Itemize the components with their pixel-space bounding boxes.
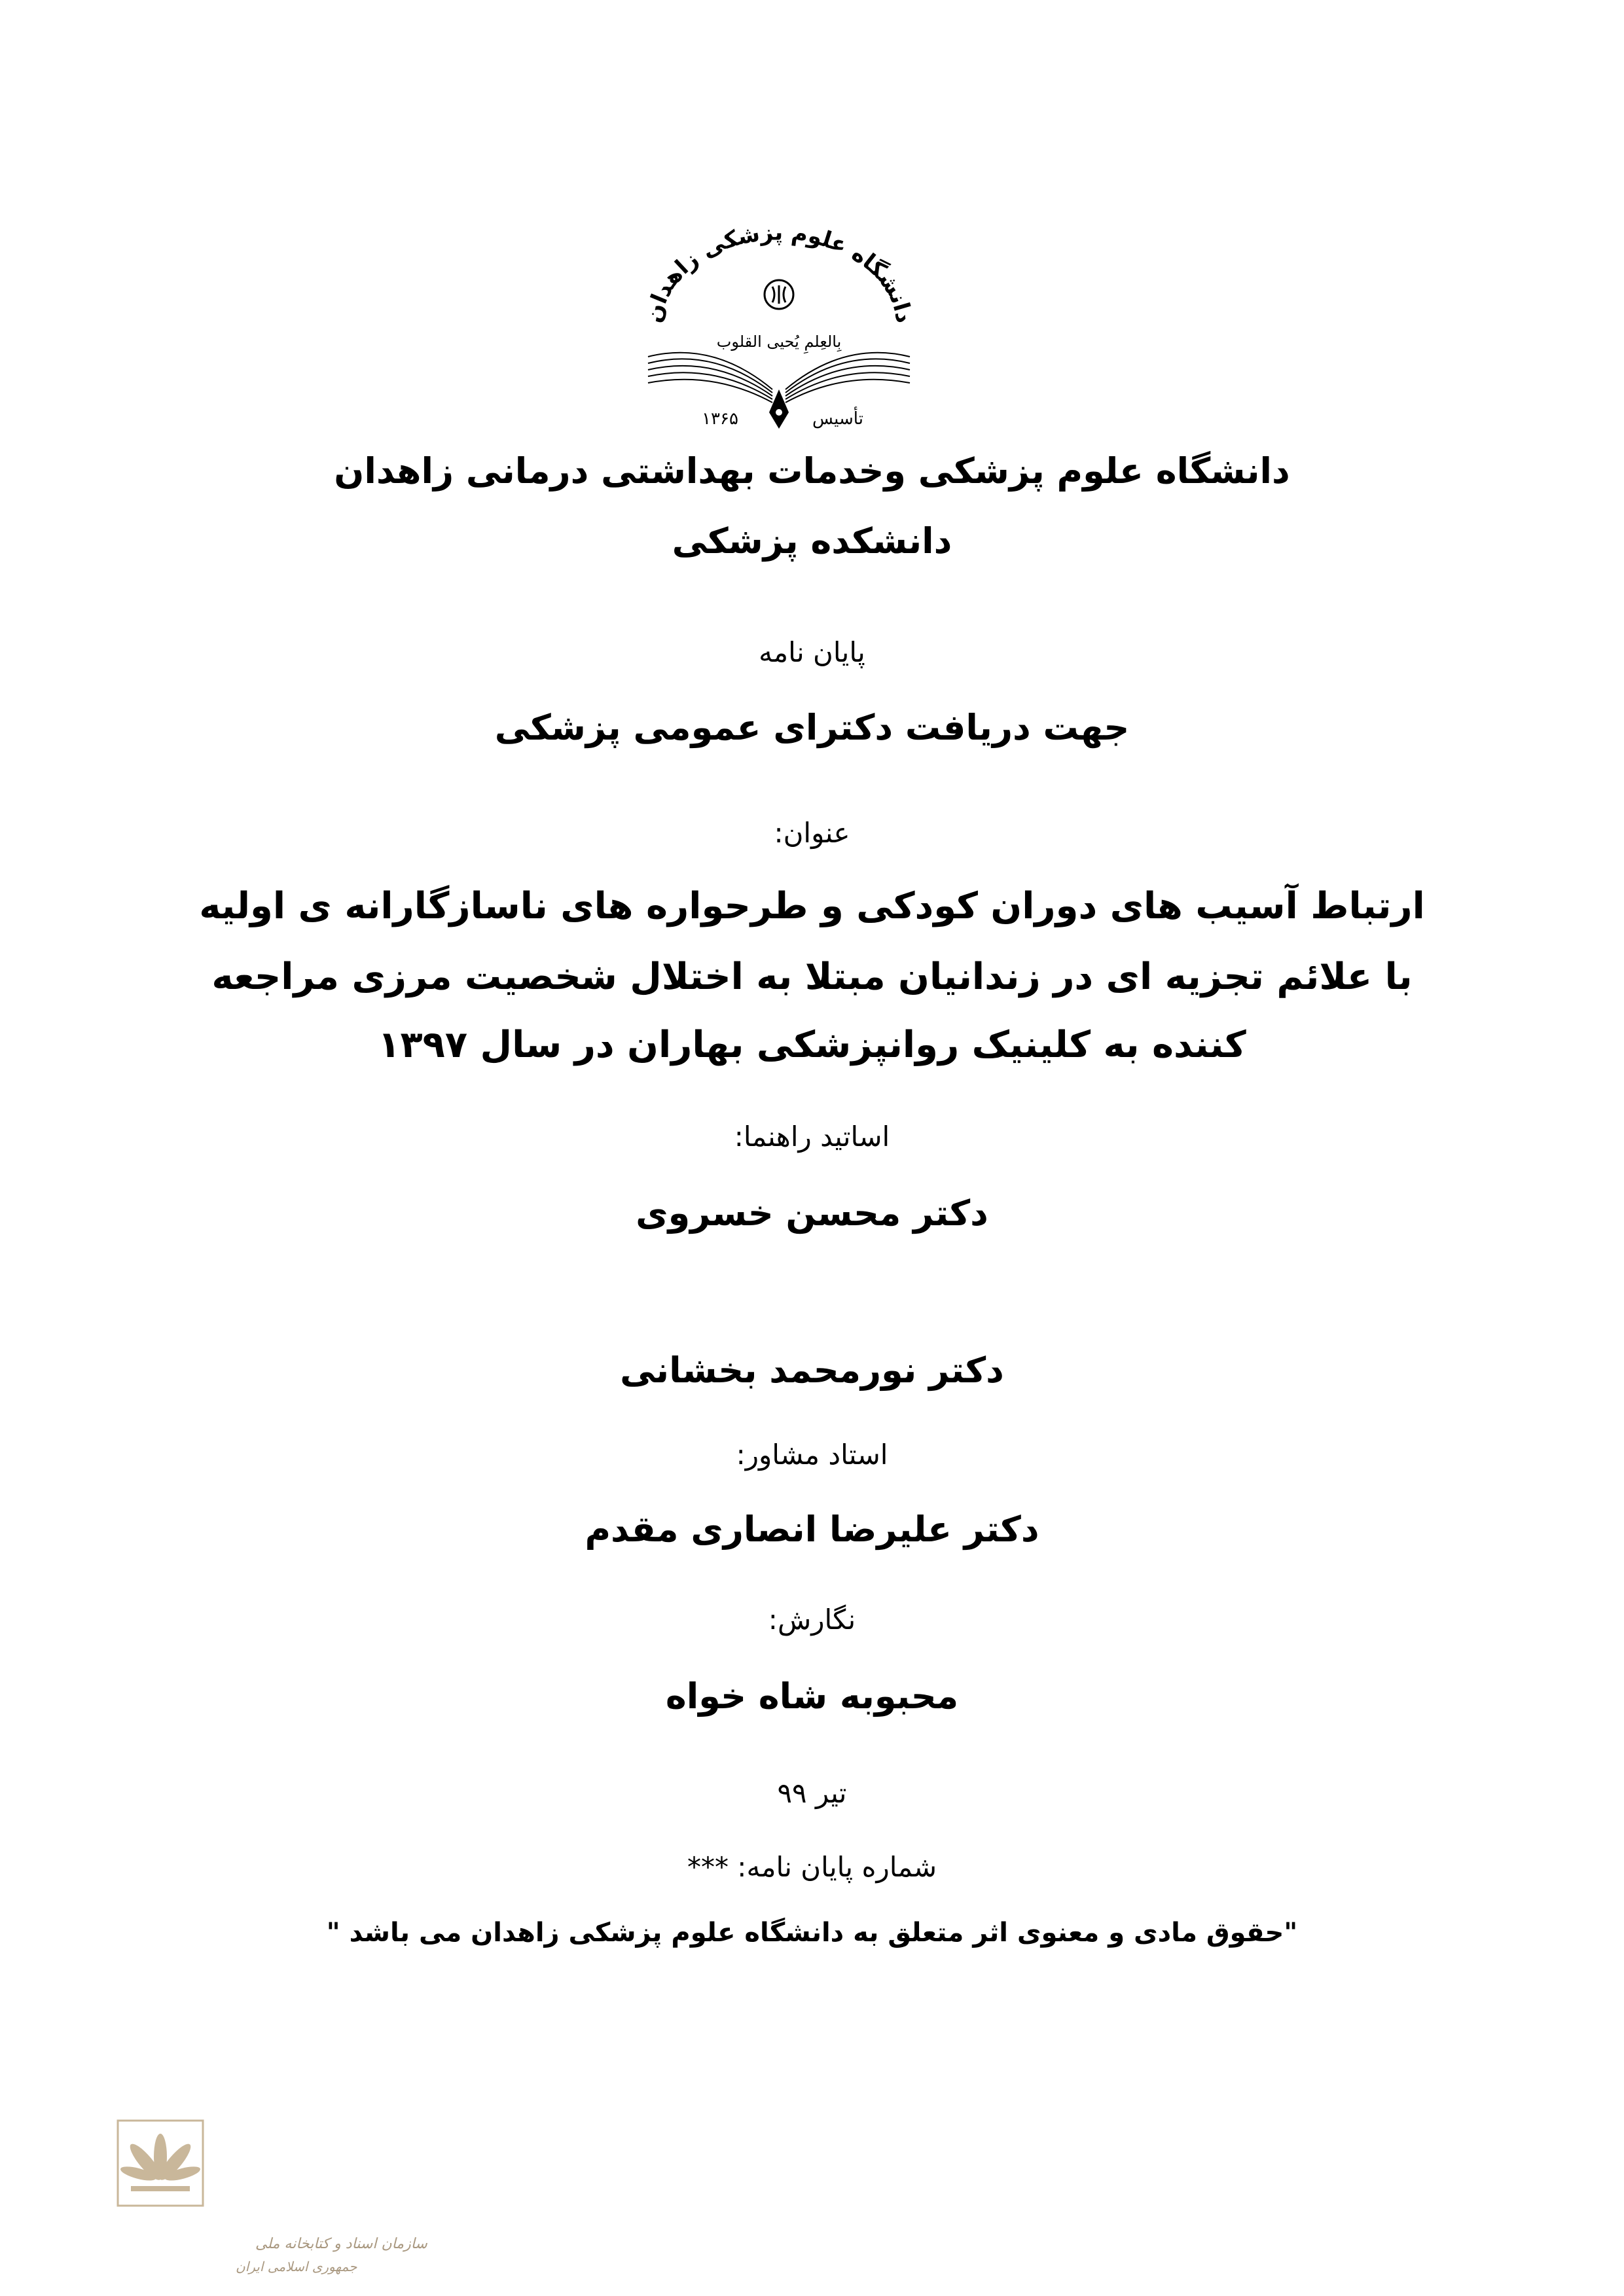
- supervisor-name-1: دکتر محسن خسروی: [636, 1193, 988, 1234]
- logo-arc-text: دانشگاه علوم پزشکی زاهدان: [640, 219, 917, 325]
- title-label: عنوان:: [774, 817, 850, 849]
- degree-text: جهت دریافت دکترای عمومی پزشکی: [494, 707, 1130, 748]
- thesis-type-label: پایان نامه: [759, 636, 865, 668]
- thesis-title-line-3: کننده به کلینیک روانپزشکی بهاران در سال ۱۳۹۷: [378, 1024, 1246, 1066]
- thesis-number: شماره پایان نامه: ***: [687, 1851, 937, 1883]
- university-name: دانشگاه علوم پزشکی وخدمات بهداشتی درمانی زاهدان: [334, 450, 1290, 492]
- university-logo-icon: [635, 216, 923, 439]
- author-label: نگارش:: [768, 1604, 856, 1636]
- national-library-emblem-icon: [105, 2108, 427, 2291]
- thesis-title-line-2: با علائم تجزیه ای در زندانیان مبتلا به اختلال شخصیت مرزی مراجعه: [211, 956, 1413, 998]
- advisor-name: دکتر علیرضا انصاری مقدم: [585, 1509, 1039, 1550]
- supervisor-name-2: دکتر نورمحمد بخشانی: [620, 1350, 1004, 1391]
- logo-founded-year: ۱۳۶۵: [702, 409, 738, 429]
- author-name: محبوبه شاه خواه: [665, 1676, 959, 1717]
- emblem-line-1: سازمان اسناد و کتابخانه ملی: [255, 2236, 427, 2252]
- logo-motto: بِالعِلمِ یُحیی القلوب: [716, 332, 842, 351]
- logo-founded-label: تأسیس: [812, 409, 863, 429]
- thesis-title-line-1: ارتباط آسیب های دوران کودکی و طرحواره های ناسازگارانه ی اولیه: [199, 885, 1425, 927]
- faculty-name: دانشکده پزشکی: [672, 520, 952, 562]
- advisor-label: استاد مشاور:: [736, 1439, 888, 1471]
- emblem-line-2: جمهوری اسلامی ایران: [236, 2259, 357, 2274]
- thesis-date: تیر ۹۹: [777, 1777, 847, 1809]
- supervisors-label: اساتید راهنما:: [734, 1121, 890, 1153]
- copyright-statement: "حقوق مادی و معنوی اثر متعلق به دانشگاه علوم پزشکی زاهدان می باشد ": [326, 1918, 1298, 1948]
